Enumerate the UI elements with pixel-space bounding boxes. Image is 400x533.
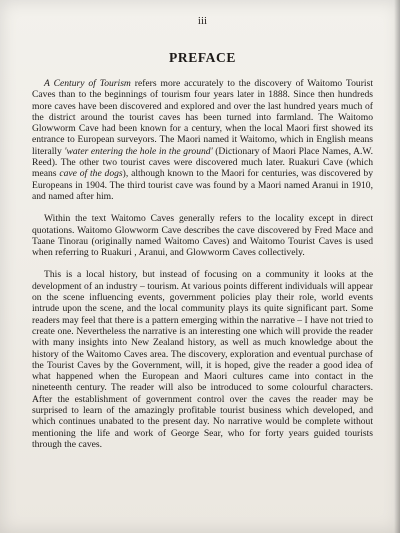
text-segment: ), although known to the Maori for centuries, was discovered by Europeans in 1904. The third tourist cave was found by a Maori named Aranui in 1910, and named after him.	[32, 168, 373, 202]
paragraph-2	[32, 213, 373, 258]
text-segment: Within the text Waitomo Caves generally refers to the locality except in direct quotations. Waitomo Glowworm Cave describes the cave discovered by Fred Mace and Taane Tinorau (originally named Waitomo Caves) and Waitomo Tourist Caves is used when referring to Ruakuri , Aranui, and Glowworm Caves collectively.	[32, 213, 373, 259]
text-segment: cave of the dogs	[59, 168, 123, 180]
page-spine-shadow	[394, 0, 400, 533]
page-number: iii	[197, 15, 208, 27]
text-segment: refers more accurately to the discovery of Waitomo Tourist Caves than to the beginnings of tourism four years later in 1888. Since then hundreds more caves have been discovered and explored and over the last hundred years much of the district around the tourist caves has been turned into farmland. The Waitomo Glowworm Cave had been known for a century, when the local Maori first showed its entrance to European surveyors. The Maori named it Waitomo, which in English means literally	[32, 78, 373, 157]
text-segment: 'water entering the hole in the ground'	[64, 145, 213, 157]
text-segment: A Century of Tourism	[44, 78, 131, 89]
text-segment: This is a local history, but instead of focusing on a community it looks at the development of an industry – tourism. At various points different individuals will appear on the scene influencing events, government policies play their role, world events intrude upon the scene, and the local community plays its quite significant part. Some readers may feel that there is a pattern emerging within the narrative – I have not tried to create one. Nevertheless the narrative is an interesting one which will provide the reader with many insights into New Zealand history, as well as much knowledge about the history of the Waitomo Caves area. The discovery, exploration and eventual purchase of the Tourist Caves by the Government, will, it is hoped, give the reader a good idea of what happened when the European and Maori cultures came into contact in the nineteenth century. The reader will also be introduced to some colourful characters. After the establishment of government control over the caves the reader may be surprised to learn of the amazingly profitable tourist business which developed, and which continues unabated to the present day. No narrative would be complete without mentioning the life and work of George Sear, who for forty years guided tourists through the caves.	[32, 269, 373, 450]
page-title: PREFACE	[169, 50, 236, 65]
text-segment: (Dictionary of Maori Place Names, A.W. Reed). The other two tourist caves were discovered much later. Ruakuri Cave (which means	[32, 145, 373, 180]
paragraph-3	[32, 269, 373, 450]
paragraph-1	[32, 78, 373, 202]
